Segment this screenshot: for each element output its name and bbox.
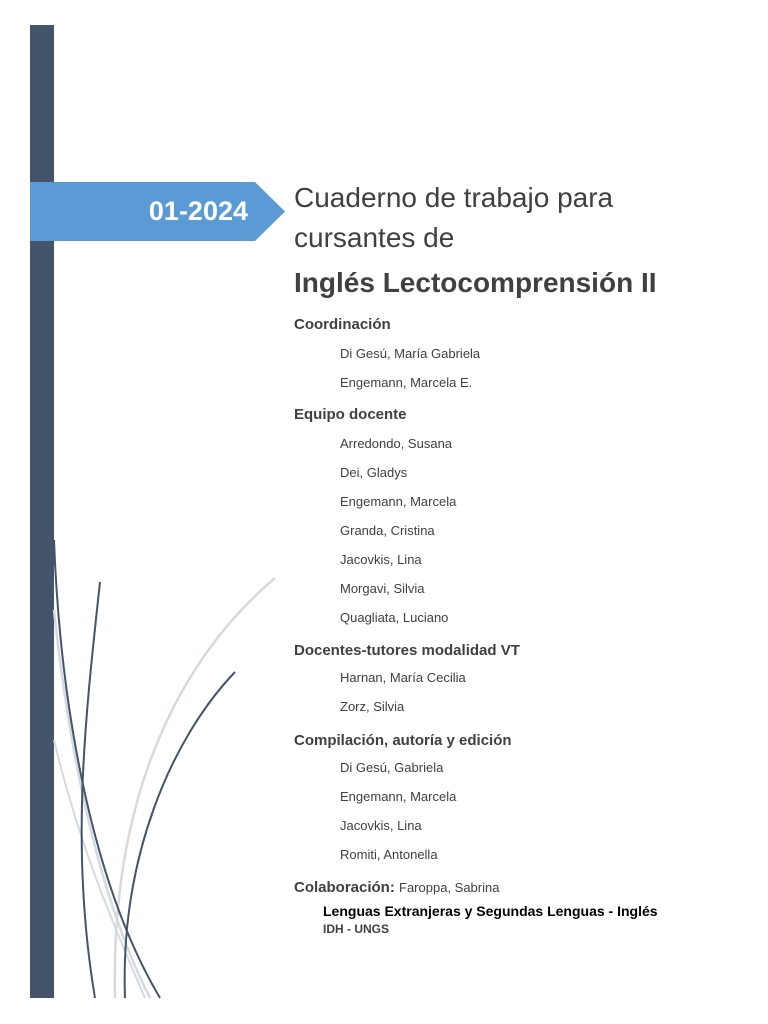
title-line-1: Cuaderno de trabajo para (294, 182, 614, 213)
list-item: Zorz, Silvia (340, 699, 405, 714)
section-docentes-tutores (294, 640, 734, 721)
date-label: 01-2024 (148, 196, 248, 226)
list-item: Engemann, Marcela (340, 789, 457, 804)
list-item: Arredondo, Susana (340, 436, 453, 451)
subject-title: Inglés Lectocomprensión II (294, 267, 657, 298)
section-coordinacion (294, 314, 734, 397)
list-item: Quagliata, Luciano (340, 610, 449, 625)
list-item: Di Gesú, María Gabriela (340, 346, 481, 361)
list-item: Engemann, Marcela E. (340, 375, 473, 390)
curve-dark-1 (54, 540, 160, 998)
curve-light-2 (115, 578, 275, 998)
curve-dark-3 (125, 672, 235, 998)
name-list (294, 753, 734, 869)
collaboration-label: Colaboración: (294, 879, 395, 896)
institution-name: IDH - UNGS (323, 922, 389, 936)
list-item: Jacovkis, Lina (340, 818, 422, 833)
document-title (294, 178, 744, 258)
collaboration (294, 877, 499, 899)
section-heading: Equipo docente (294, 406, 407, 423)
name-list (294, 429, 734, 632)
list-item: Jacovkis, Lina (340, 552, 422, 567)
section-heading: Compilación, autoría y edición (294, 732, 512, 749)
footer (323, 901, 658, 937)
list-item: Harnan, María Cecilia (340, 670, 466, 685)
section-heading: Coordinación (294, 316, 391, 333)
collaboration-name: Faroppa, Sabrina (399, 880, 500, 895)
date-tab (30, 182, 285, 241)
name-list (294, 339, 734, 397)
list-item: Engemann, Marcela (340, 494, 457, 509)
list-item: Granda, Cristina (340, 523, 435, 538)
title-line-2: cursantes de (294, 222, 455, 253)
list-item: Morgavi, Silvia (340, 581, 425, 596)
section-compilacion (294, 730, 734, 869)
list-item: Romiti, Antonella (340, 847, 438, 862)
list-item: Dei, Gladys (340, 465, 408, 480)
name-list (294, 663, 734, 721)
department-name: Lenguas Extranjeras y Segundas Lenguas - Inglés (323, 903, 658, 919)
list-item: Di Gesú, Gabriela (340, 760, 444, 775)
section-heading: Docentes-tutores modalidad VT (294, 642, 520, 659)
section-equipo-docente (294, 404, 734, 632)
